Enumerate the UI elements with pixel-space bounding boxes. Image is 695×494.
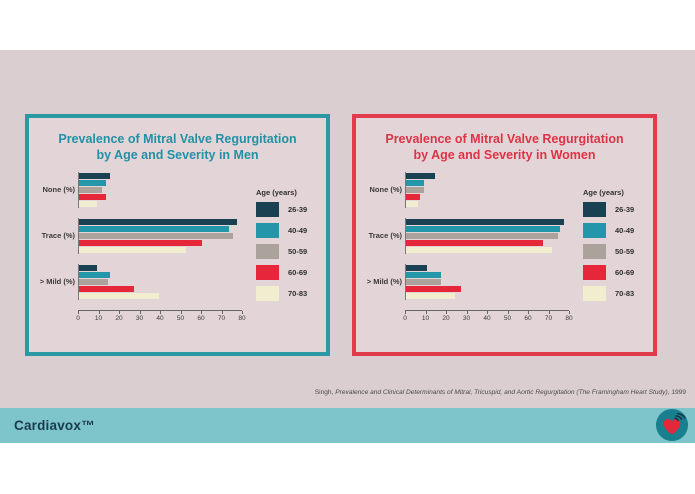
legend-label: 50-59 bbox=[615, 246, 635, 256]
axis-tick-label: 80 bbox=[565, 314, 573, 322]
axis-tick bbox=[119, 311, 120, 314]
women-chart-body bbox=[356, 172, 653, 327]
citation-paper-title: Prevalence and Clinical Determinants of Mitral, Tricuspid, and Aortic Regurgitation (The Framingham Heart Study) bbox=[335, 389, 668, 396]
bar-40-49 bbox=[79, 272, 110, 278]
axis-tick bbox=[569, 311, 570, 314]
bar-26-39 bbox=[79, 173, 110, 179]
bar-50-59 bbox=[406, 279, 441, 285]
bar-group bbox=[31, 218, 242, 254]
bar-stack bbox=[78, 172, 110, 208]
bar-50-59 bbox=[406, 187, 424, 193]
bar-50-59 bbox=[79, 187, 102, 193]
women-chart-card bbox=[352, 114, 657, 356]
men-chart-card bbox=[25, 114, 330, 356]
axis-tick-label: 70 bbox=[217, 314, 226, 322]
legend-item bbox=[256, 202, 307, 217]
legend-swatch-50-59 bbox=[256, 244, 279, 259]
axis-tick bbox=[405, 311, 406, 314]
bar-stack bbox=[78, 264, 159, 300]
legend-swatch-70-83 bbox=[256, 286, 279, 301]
x-axis bbox=[76, 310, 246, 327]
bar-60-69 bbox=[79, 286, 134, 292]
bar-50-59 bbox=[79, 279, 108, 285]
legend-label: 70-83 bbox=[615, 288, 635, 298]
bar-70-83 bbox=[406, 293, 455, 299]
bar-70-83 bbox=[79, 293, 159, 299]
legend-label: 60-69 bbox=[288, 267, 308, 277]
legend-label: 70-83 bbox=[288, 288, 308, 298]
axis-tick-label: 50 bbox=[176, 314, 185, 322]
legend-title: Age (years) bbox=[583, 187, 624, 197]
legend-item bbox=[256, 265, 307, 280]
axis-tick bbox=[201, 311, 202, 314]
legend-swatch-26-39 bbox=[256, 202, 279, 217]
footer-bar bbox=[0, 408, 695, 443]
axis-tick bbox=[528, 311, 529, 314]
axis-tick bbox=[426, 311, 427, 314]
bar-26-39 bbox=[406, 219, 564, 225]
legend-label: 26-39 bbox=[615, 204, 635, 214]
legend-label: 50-59 bbox=[288, 246, 308, 256]
category-label: > Mild (%) bbox=[39, 277, 75, 286]
axis-tick bbox=[467, 311, 468, 314]
legend-label: 40-49 bbox=[615, 225, 635, 235]
bar-26-39 bbox=[79, 265, 97, 271]
bar-26-39 bbox=[406, 173, 435, 179]
category-label: None (%) bbox=[42, 185, 75, 194]
women-legend bbox=[583, 188, 634, 327]
legend-item bbox=[583, 265, 634, 280]
citation-year: , 1999 bbox=[667, 389, 686, 396]
bar-stack bbox=[405, 172, 435, 208]
axis-tick-label: 40 bbox=[156, 314, 164, 322]
axis-tick-label: 80 bbox=[238, 314, 246, 322]
legend-item bbox=[256, 244, 307, 259]
category-label: Trace (%) bbox=[368, 231, 402, 240]
axis-tick bbox=[160, 311, 161, 314]
legend-swatch-50-59 bbox=[583, 244, 606, 259]
legend-swatch-26-39 bbox=[583, 202, 606, 217]
legend-item bbox=[256, 223, 307, 238]
citation-author: Singh, bbox=[314, 389, 336, 396]
bar-stack bbox=[78, 218, 237, 254]
bar-40-49 bbox=[79, 226, 229, 232]
bar-50-59 bbox=[79, 233, 233, 239]
legend-item bbox=[583, 223, 634, 238]
bar-40-49 bbox=[406, 226, 560, 232]
bar-26-39 bbox=[406, 265, 427, 271]
category-label: > Mild (%) bbox=[366, 277, 402, 286]
women-chart-title bbox=[356, 131, 653, 164]
axis-tick-label: 0 bbox=[403, 314, 407, 322]
axis-tick-label: 40 bbox=[483, 314, 491, 322]
men-chart-title-line2: by Age and Severity in Men bbox=[96, 148, 259, 163]
axis-tick bbox=[242, 311, 243, 314]
bar-group bbox=[358, 172, 569, 208]
bar-60-69 bbox=[406, 194, 420, 200]
x-axis bbox=[403, 310, 573, 327]
category-label: None (%) bbox=[369, 185, 402, 194]
axis-tick bbox=[508, 311, 509, 314]
bar-26-39 bbox=[79, 219, 237, 225]
legend-item bbox=[583, 286, 634, 301]
legend-swatch-40-49 bbox=[583, 223, 606, 238]
bar-50-59 bbox=[406, 233, 558, 239]
axis-tick-label: 30 bbox=[135, 314, 144, 322]
axis-tick bbox=[222, 311, 223, 314]
bar-40-49 bbox=[79, 180, 106, 186]
men-legend bbox=[256, 188, 307, 327]
category-label: Trace (%) bbox=[41, 231, 75, 240]
cardiavox-heart-logo-icon bbox=[655, 408, 689, 442]
legend-label: 26-39 bbox=[288, 204, 308, 214]
axis-tick-label: 30 bbox=[462, 314, 471, 322]
axis-tick bbox=[487, 311, 488, 314]
bar-group bbox=[31, 264, 242, 300]
bar-60-69 bbox=[406, 286, 461, 292]
axis-tick-label: 50 bbox=[503, 314, 512, 322]
women-plot bbox=[358, 172, 573, 327]
axis-tick-label: 20 bbox=[115, 314, 123, 322]
bar-40-49 bbox=[406, 180, 424, 186]
bar-70-83 bbox=[79, 247, 186, 253]
women-chart-title-line1: Prevalence of Mitral Valve Regurgitation bbox=[385, 132, 624, 146]
axis-tick bbox=[99, 311, 100, 314]
axis-tick-label: 0 bbox=[76, 314, 80, 322]
bar-40-49 bbox=[406, 272, 441, 278]
axis-tick bbox=[549, 311, 550, 314]
bar-group bbox=[358, 218, 569, 254]
axis-tick-label: 20 bbox=[442, 314, 450, 322]
bar-stack bbox=[405, 218, 564, 254]
bar-60-69 bbox=[406, 240, 543, 246]
legend-item bbox=[583, 202, 634, 217]
legend-swatch-60-69 bbox=[256, 265, 279, 280]
legend-item bbox=[583, 244, 634, 259]
women-chart-title-line2: by Age and Severity in Women bbox=[413, 148, 596, 163]
axis-tick-label: 60 bbox=[197, 314, 205, 322]
men-chart-title-line1: Prevalence of Mitral Valve Regurgitation bbox=[58, 132, 297, 146]
axis-tick bbox=[446, 311, 447, 314]
legend-label: 40-49 bbox=[288, 225, 308, 235]
bar-group bbox=[31, 172, 242, 208]
bar-group bbox=[358, 264, 569, 300]
source-citation bbox=[315, 389, 686, 396]
legend-label: 60-69 bbox=[615, 267, 635, 277]
axis-tick-label: 70 bbox=[544, 314, 553, 322]
brand-name: Cardiavox™ bbox=[14, 418, 95, 433]
legend-title: Age (years) bbox=[256, 187, 297, 197]
axis-tick-label: 60 bbox=[524, 314, 532, 322]
bar-70-83 bbox=[79, 201, 97, 207]
axis-tick bbox=[78, 311, 79, 314]
legend-swatch-70-83 bbox=[583, 286, 606, 301]
axis-tick bbox=[140, 311, 141, 314]
men-plot bbox=[31, 172, 246, 327]
legend-swatch-40-49 bbox=[256, 223, 279, 238]
axis-tick bbox=[181, 311, 182, 314]
axis-tick-label: 10 bbox=[421, 314, 430, 322]
men-chart-title bbox=[29, 131, 326, 164]
bar-60-69 bbox=[79, 194, 106, 200]
bar-70-83 bbox=[406, 201, 418, 207]
legend-swatch-60-69 bbox=[583, 265, 606, 280]
axis-tick-label: 10 bbox=[94, 314, 103, 322]
bar-70-83 bbox=[406, 247, 552, 253]
legend-item bbox=[256, 286, 307, 301]
bar-60-69 bbox=[79, 240, 202, 246]
bar-stack bbox=[405, 264, 461, 300]
men-chart-body bbox=[29, 172, 326, 327]
